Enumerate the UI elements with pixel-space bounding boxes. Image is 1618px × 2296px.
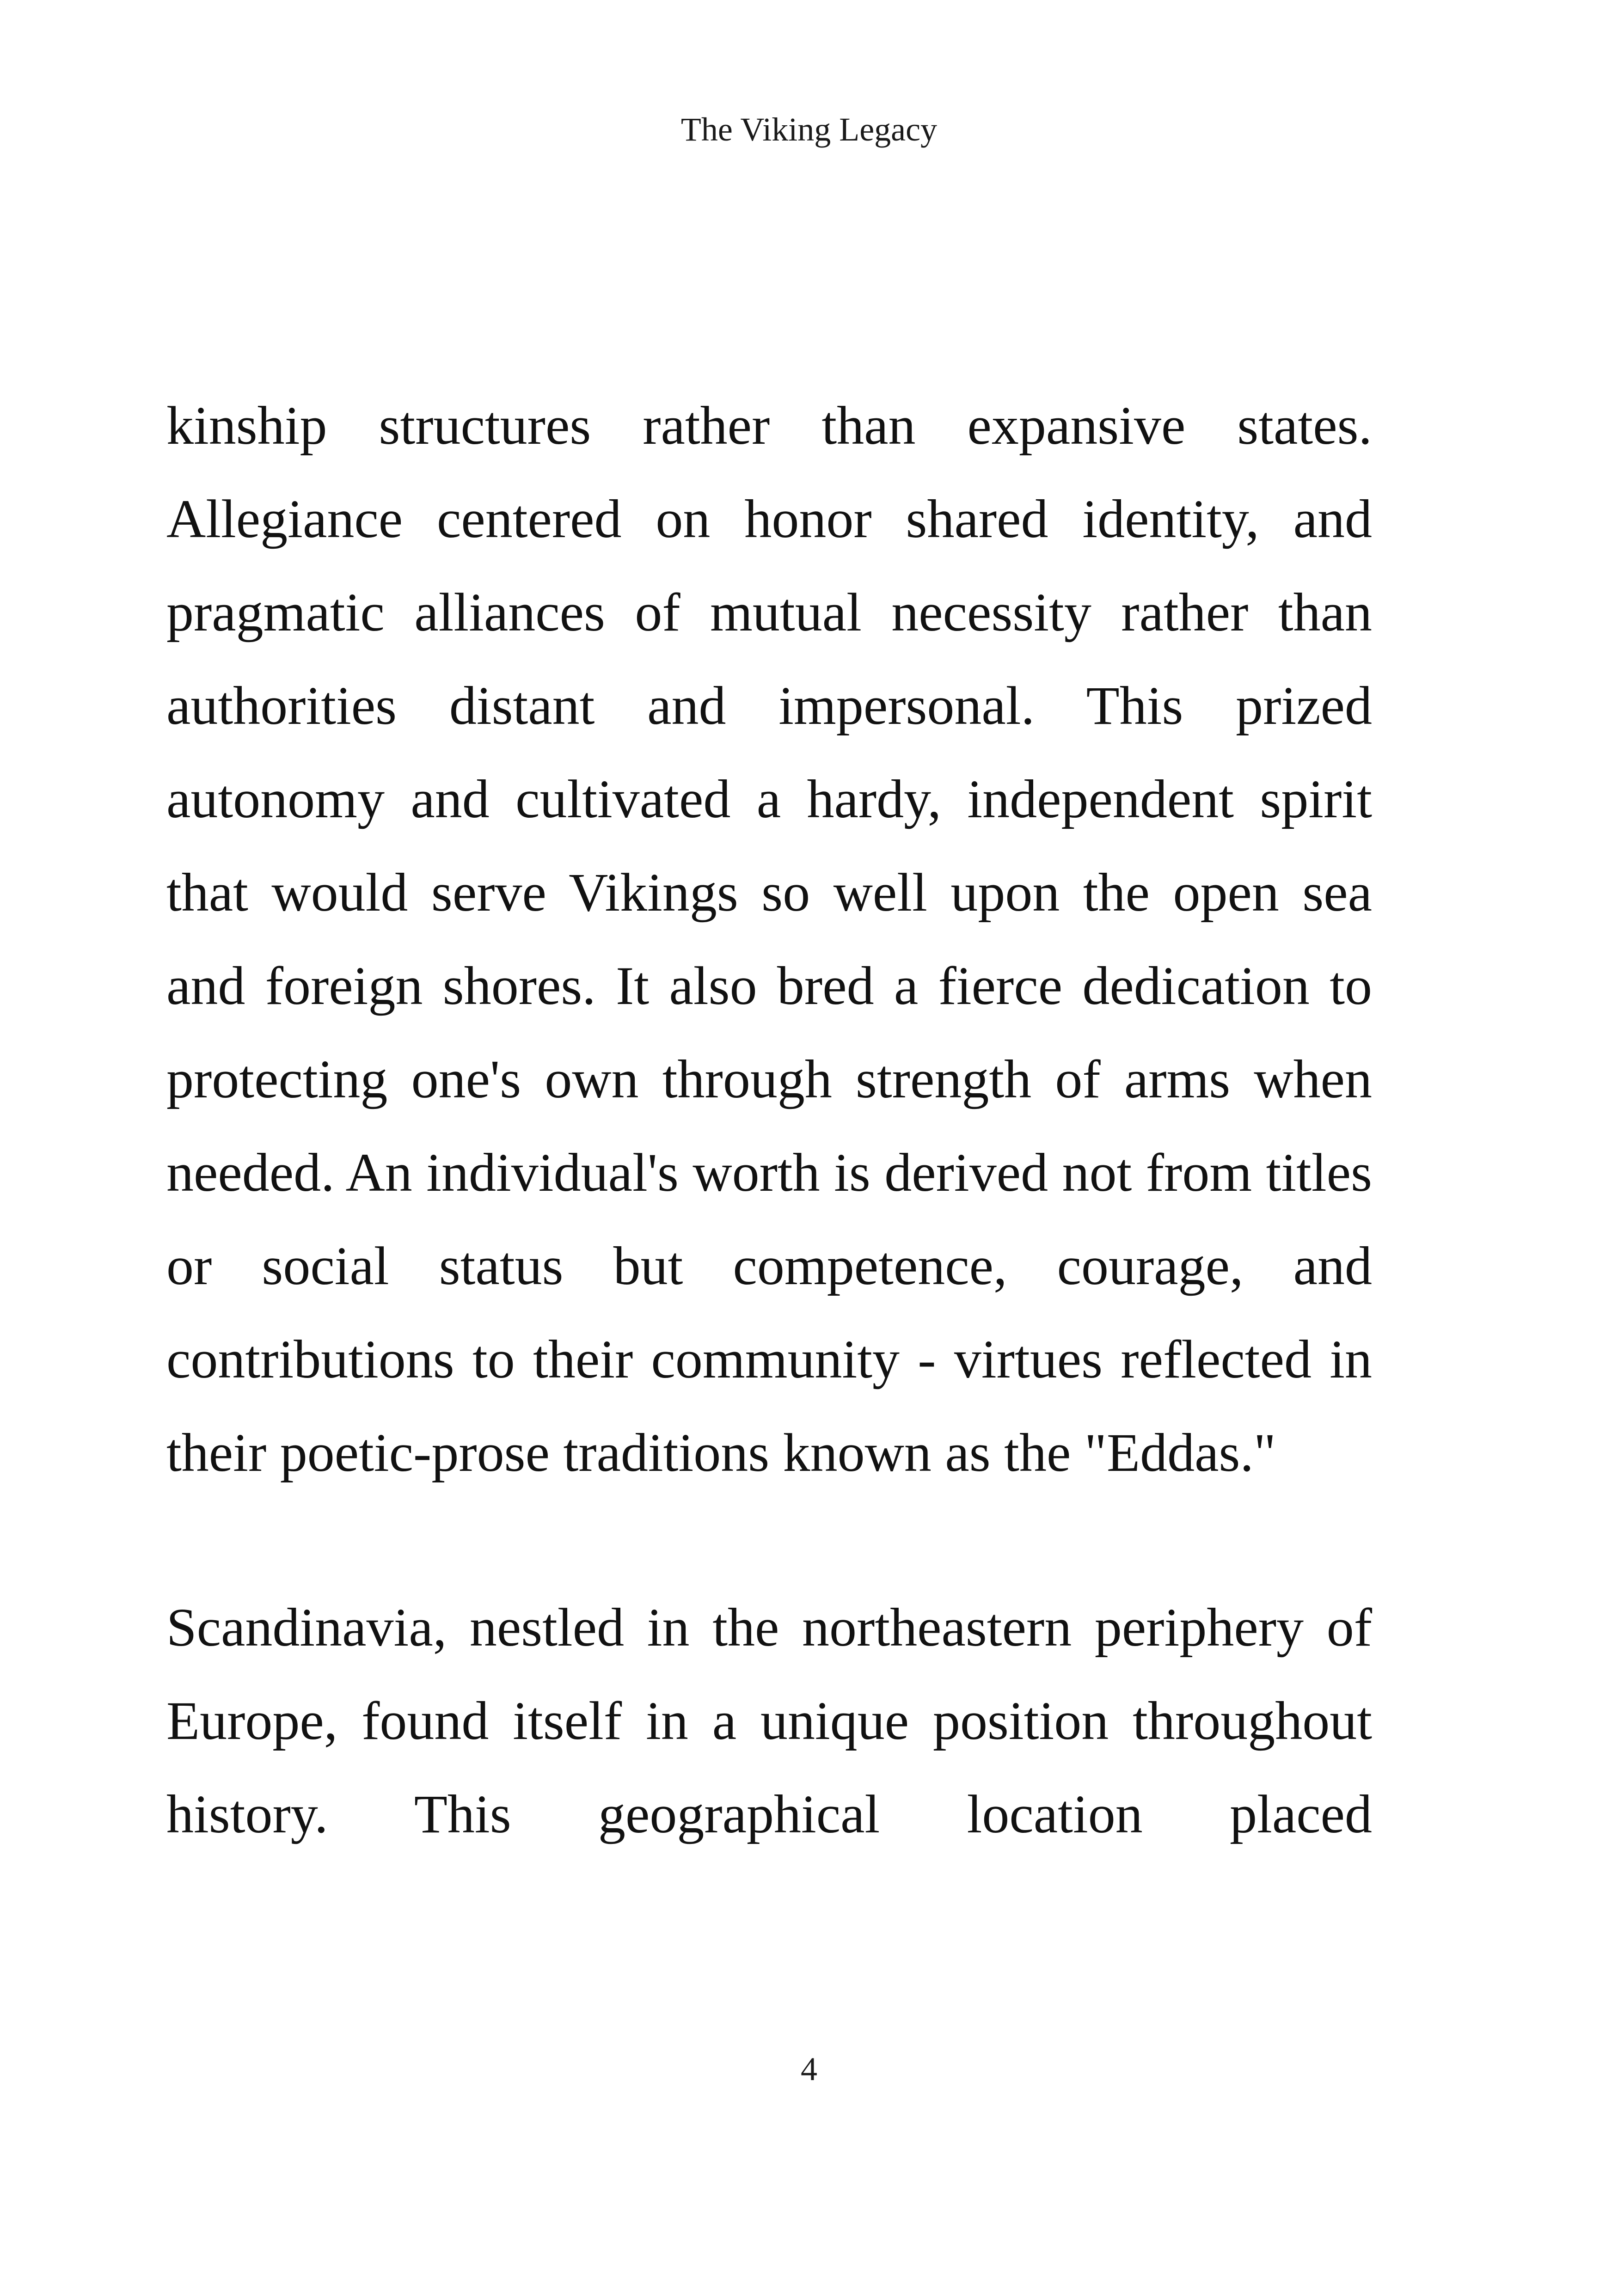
paragraph-2 xyxy=(166,1597,1372,1880)
text-line: pragmatic alliances of mutual necessity rather than xyxy=(166,582,1372,643)
text-line: their poetic-prose traditions known as the "Eddas." xyxy=(166,1422,1276,1483)
page-number: 4 xyxy=(801,2051,817,2088)
running-header: The Viking Legacy xyxy=(680,111,938,148)
text-line: Scandinavia, nestled in the northeastern periphery of xyxy=(166,1597,1372,1658)
paragraph-1 xyxy=(166,395,1372,1519)
text-line: history. This geographical location placed xyxy=(166,1784,1372,1844)
text-line: autonomy and cultivated a hardy, independent spirit xyxy=(166,769,1372,829)
text-line: contributions to their community - virtues reflected in xyxy=(166,1329,1372,1390)
text-line: needed. An individual's worth is derived not from titles xyxy=(166,1142,1372,1203)
text-line: that would serve Vikings so well upon the open sea xyxy=(166,862,1372,923)
text-line: Allegiance centered on honor shared identity, and xyxy=(166,489,1372,549)
text-line: or social status but competence, courage, and xyxy=(166,1236,1372,1296)
text-line: and foreign shores. It also bred a fierce dedication to xyxy=(166,955,1372,1016)
text-line: protecting one's own through strength of arms when xyxy=(166,1049,1372,1109)
text-line: kinship structures rather than expansive states. xyxy=(166,395,1372,456)
text-line: authorities distant and impersonal. This prized xyxy=(166,675,1372,736)
text-line: Europe, found itself in a unique position throughout xyxy=(166,1690,1372,1751)
